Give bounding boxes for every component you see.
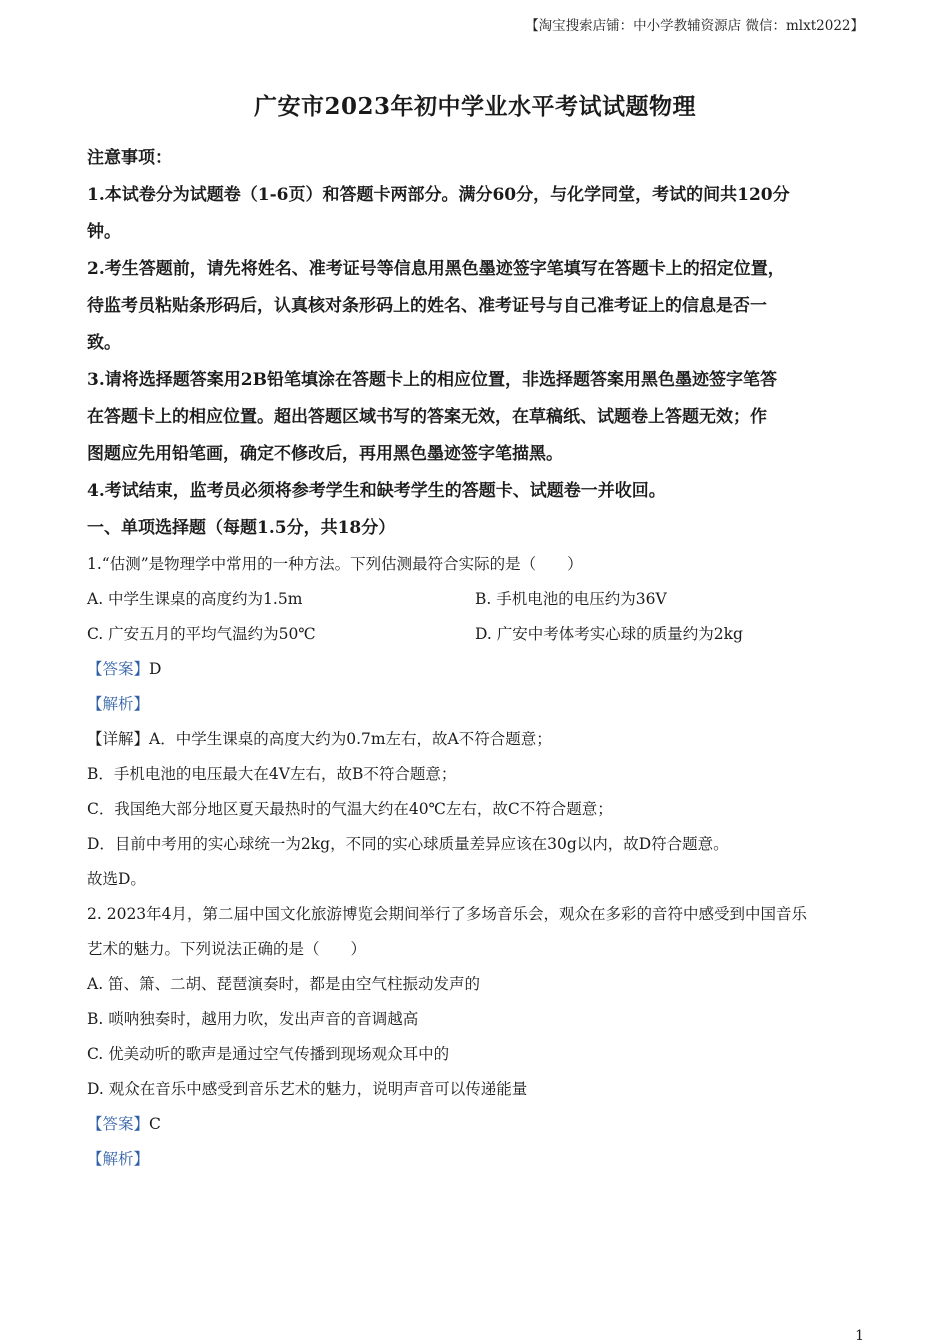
detail-line: B．手机电池的电压最大在4V左右，故B不符合题意； xyxy=(87,765,457,783)
notice-line: 3.请将选择题答案用2B铅笔填涂在答题卡上的相应位置，非选择题答案用黑色墨迹签字笔答 xyxy=(87,370,777,390)
answer-line xyxy=(87,1107,867,1142)
header-note: 【淘宝搜索店铺：中小学教辅资源店 微信：mlxt2022】 xyxy=(525,18,864,34)
notice-line: 在答题卡上的相应位置。超出答题区域书写的答案无效，在草稿纸、试题卷上答题无效；作 xyxy=(87,407,767,427)
option-d: D. 广安中考体考实心球的质量约为2kg xyxy=(475,625,743,643)
answer-value: C xyxy=(149,1115,161,1133)
option-a: A. 中学生课桌的高度约为1.5m xyxy=(87,590,303,608)
notice-line: 1.本试卷分为试题卷（1-6页）和答题卡两部分。满分60分，与化学同堂，考试的间共120分 xyxy=(87,185,790,205)
notice-heading: 注意事项： xyxy=(87,148,172,168)
option-b: B. 唢呐独奏时，越用力吹，发出声音的音调越高 xyxy=(87,1010,419,1028)
answer-value: D xyxy=(149,660,162,678)
option-b: B. 手机电池的电压约为36V xyxy=(475,590,667,608)
detail-text: A．中学生课桌的高度大约为0.7m左右，故A不符合题意； xyxy=(149,730,552,748)
answer-tag: 【答案】 xyxy=(87,660,150,678)
notice-line: 钟。 xyxy=(87,222,121,242)
answer-line xyxy=(87,652,867,687)
analysis-line xyxy=(87,1142,867,1177)
notice-line: 图题应先用铅笔画，确定不修改后，再用黑色墨迹签字笔描黑。 xyxy=(87,444,563,464)
question-1-options-row xyxy=(87,582,867,617)
detail-tag: 【详解】 xyxy=(87,730,150,748)
detail-line: C．我国绝大部分地区夏天最热时的气温大约在40℃左右，故C不符合题意； xyxy=(87,800,613,818)
detail-line: D．目前中考用的实心球统一为2kg，不同的实心球质量差异应该在30g以内，故D符合题意。 xyxy=(87,835,729,853)
detail-line: 故选D。 xyxy=(87,870,146,888)
answer-tag: 【答案】 xyxy=(87,1115,150,1133)
detail-line xyxy=(87,722,867,757)
section-heading: 一、单项选择题（每题1.5分，共18分） xyxy=(87,518,396,538)
document-body xyxy=(87,140,867,1177)
notice-line: 待监考员粘贴条形码后，认真核对条形码上的姓名、准考证号与自己准考证上的信息是否一 xyxy=(87,296,767,316)
option-c: C. 广安五月的平均气温约为50℃ xyxy=(87,625,316,643)
notice-line: 2.考生答题前，请先将姓名、准考证号等信息用黑色墨迹签字笔填写在答题卡上的招定位置， xyxy=(87,259,785,279)
question-1-options-row xyxy=(87,617,867,652)
analysis-tag: 【解析】 xyxy=(87,1150,150,1168)
page-title: 广安市2023年初中学业水平考试试题物理 xyxy=(253,93,696,120)
page-number: 1 xyxy=(855,1328,864,1344)
question-1-stem: 1.“估测”是物理学中常用的一种方法。下列估测最符合实际的是（ ） xyxy=(87,555,583,573)
question-2-stem: 艺术的魅力。下列说法正确的是（ ） xyxy=(87,940,367,958)
option-d: D. 观众在音乐中感受到音乐艺术的魅力，说明声音可以传递能量 xyxy=(87,1080,528,1098)
analysis-line xyxy=(87,687,867,722)
option-a: A. 笛、箫、二胡、琵琶演奏时，都是由空气柱振动发声的 xyxy=(87,975,481,993)
question-2-stem: 2. 2023年4月，第二届中国文化旅游博览会期间举行了多场音乐会，观众在多彩的音符中感受到中国音乐 xyxy=(87,905,808,923)
notice-line: 致。 xyxy=(87,333,121,353)
analysis-tag: 【解析】 xyxy=(87,695,150,713)
notice-line: 4.考试结束，监考员必须将参考学生和缺考学生的答题卡、试题卷一并收回。 xyxy=(87,481,666,501)
option-c: C. 优美动听的歌声是通过空气传播到现场观众耳中的 xyxy=(87,1045,450,1063)
